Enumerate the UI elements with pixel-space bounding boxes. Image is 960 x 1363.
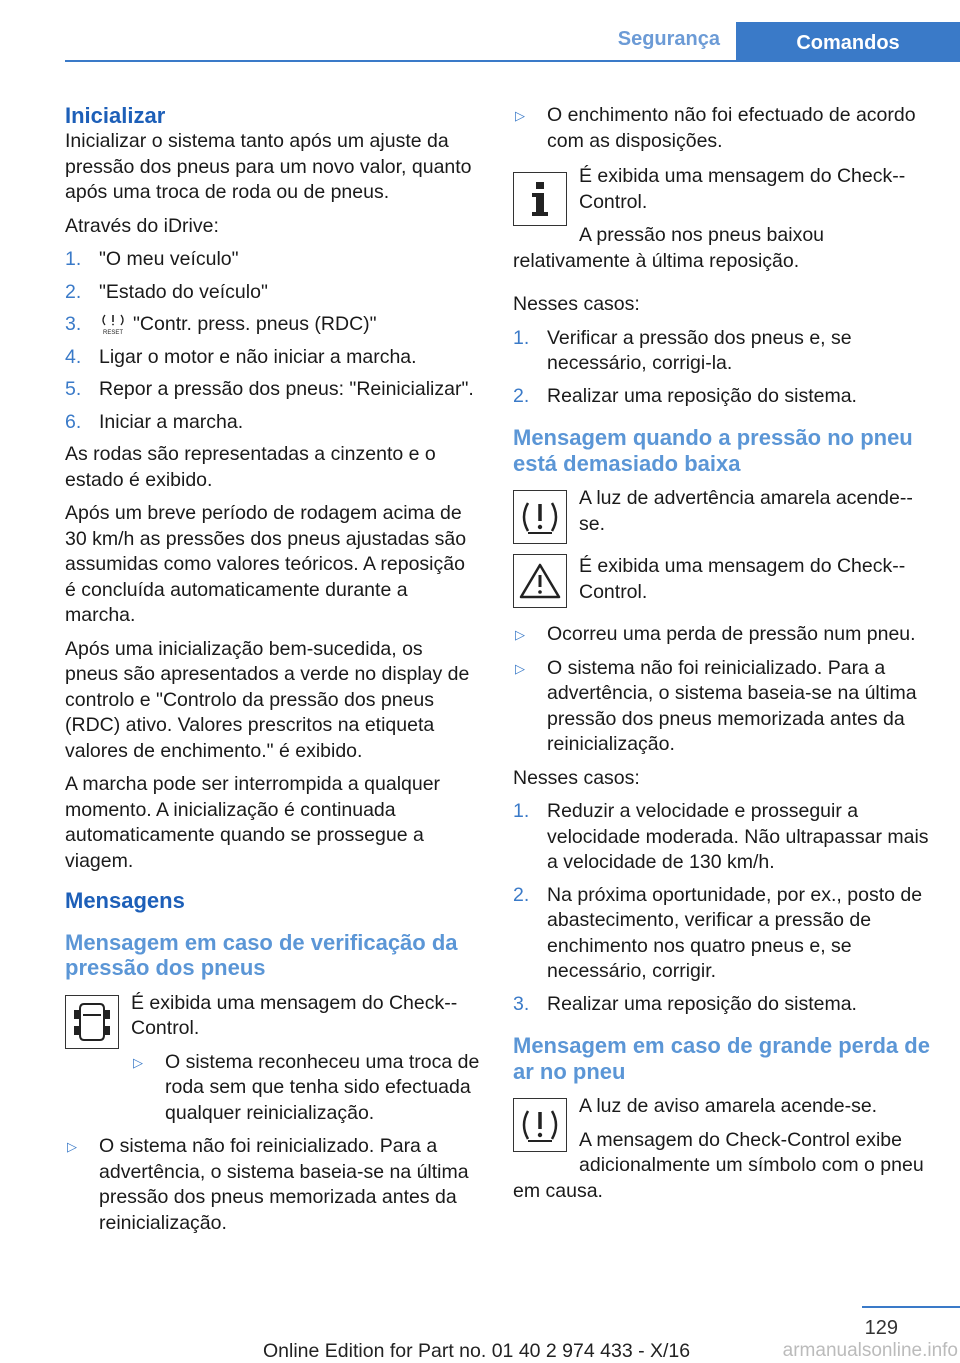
list-item: 3. RESET "Contr. press. pneus (RDC)" [65,313,377,336]
paragraph: A marcha pode ser interrompida a qualquer momento. A inicialização é continuada automaticamente quando se prossegue a viagem. [65,773,441,872]
svg-text:RESET: RESET [102,329,124,336]
list-item: 2. Realizar uma reposição do sistema. [513,384,857,407]
heading-pressao-baixa: Mensagem quando a pressão no pneu está demasiado baixa [513,425,913,476]
header-rule [65,60,960,62]
list-item: 1. Reduzir a velocidade e prosseguir a velocidade moderada. Não ultrapassar mais a velocidade de 130 km/h. [513,800,929,873]
steps-list [513,326,933,410]
right-column [513,103,933,1212]
bullet-list [131,1050,480,1127]
list-item: ▷ O enchimento não foi efectuado de acordo com as disposições. [515,104,916,152]
tab-seguranca[interactable]: Segurança [617,28,720,50]
info-icon [513,172,567,226]
tab-comandos[interactable]: Comandos [736,22,960,62]
heading-verificacao: Mensagem em caso de verificação da pressão dos pneus [65,929,458,980]
steps-list [65,247,480,435]
triangle-bullet-icon: ▷ [515,627,525,642]
list-item: 1. "O meu veículo" [65,248,239,270]
bullet-list [513,622,933,758]
page-header [0,0,960,62]
warning-triangle-icon [513,554,567,608]
page-number: 129 [864,1317,898,1339]
paragraph: Após uma inicialização bem-sucedida, os pneus são apresentados a verde no display de controlo e "Controlo da pressão dos pneus (RDC) ativo. Valores prescritos na etiqueta valores de enchimento." é exibido. [65,637,470,762]
heading-mensagens: Mensagens [65,888,185,913]
list-item: 4. Ligar o motor e não iniciar a marcha. [65,345,417,368]
list-item: ▷ O sistema reconheceu uma troca de roda sem que tenha sido efectuada qualquer reinicialização. [133,1050,480,1124]
triangle-bullet-icon: ▷ [515,660,525,676]
paragraph: É exibida uma mensagem do Check--Control. [579,555,906,603]
paragraph: Após um breve período de rodagem acima de 30 km/h as pressões dos pneus ajustadas são assumidas como valores teóricos. A reposição é concluída automaticamente durante a marcha. [65,502,467,626]
footer-rule [862,1306,960,1308]
paragraph: Inicializar o sistema tanto após um ajuste da pressão dos pneus para um novo valor, quanto após uma troca de roda ou de pneus. [65,130,472,203]
triangle-bullet-icon: ▷ [67,1139,77,1154]
paragraph: As rodas são representadas a cinzento e o estado é exibido. [65,443,436,491]
tire-pressure-warning-icon [513,490,567,544]
list-item: 2. "Estado do veículo" [65,280,268,303]
left-column [65,103,480,1244]
car-tires-icon [65,995,119,1049]
list-item: 3. Realizar uma reposição do sistema. [513,992,857,1015]
paragraph: A luz de advertência amarela acende--se. [579,487,913,535]
bullet-list [513,103,933,154]
tire-pressure-reset-icon [99,313,127,337]
bullet-list [65,1134,480,1236]
paragraph: Através do iDrive: [65,214,219,237]
list-item: 5. Repor a pressão dos pneus: "Reinicializar". [65,378,474,400]
list-item: ▷ O sistema não foi reinicializado. Para a advertência, o sistema baseia-se na última pressão dos pneus memorizada antes da reinicialização. [515,656,917,755]
paragraph: É exibida uma mensagem do Check--Control. [131,991,458,1039]
list-item: ▷ O sistema não foi reinicializado. Para a advertência, o sistema baseia-se na última pressão dos pneus memorizada antes da reinicialização. [67,1135,469,1234]
list-item: 2. Na próxima oportunidade, por ex., posto de abastecimento, verificar a pressão de enchimento nos quatro pneus e, se necessário, corrigir. [513,883,923,982]
tire-pressure-warning-icon [513,1098,567,1152]
paragraph: É exibida uma mensagem do Check--Control. [579,165,906,213]
paragraph: A luz de aviso amarela acende-se. [579,1095,878,1117]
heading-inicializar: Inicializar [65,103,166,128]
triangle-bullet-icon: ▷ [515,108,525,123]
paragraph: Nesses casos: [513,766,640,789]
paragraph: A pressão nos pneus baixou relativamente à última reposição. [513,224,825,272]
triangle-bullet-icon: ▷ [133,1054,143,1070]
edition-note: Online Edition for Part no. 01 40 2 974 433 - X/16 [263,1340,691,1362]
heading-grande-perda: Mensagem em caso de grande perda de ar no pneu [513,1033,930,1084]
steps-list [513,799,933,1017]
list-item: ▷ Ocorreu uma perda de pressão num pneu. [513,622,933,648]
paragraph: Nesses casos: [513,293,640,315]
list-item: 6. Iniciar a marcha. [65,410,244,433]
list-item: 1. Verificar a pressão dos pneus e, se necessário, corrigi-la. [513,326,852,374]
watermark: armanualsonline.info [782,1340,958,1361]
paragraph: A mensagem do Check-Control exibe adicionalmente um símbolo com o pneu em causa. [513,1128,924,1202]
